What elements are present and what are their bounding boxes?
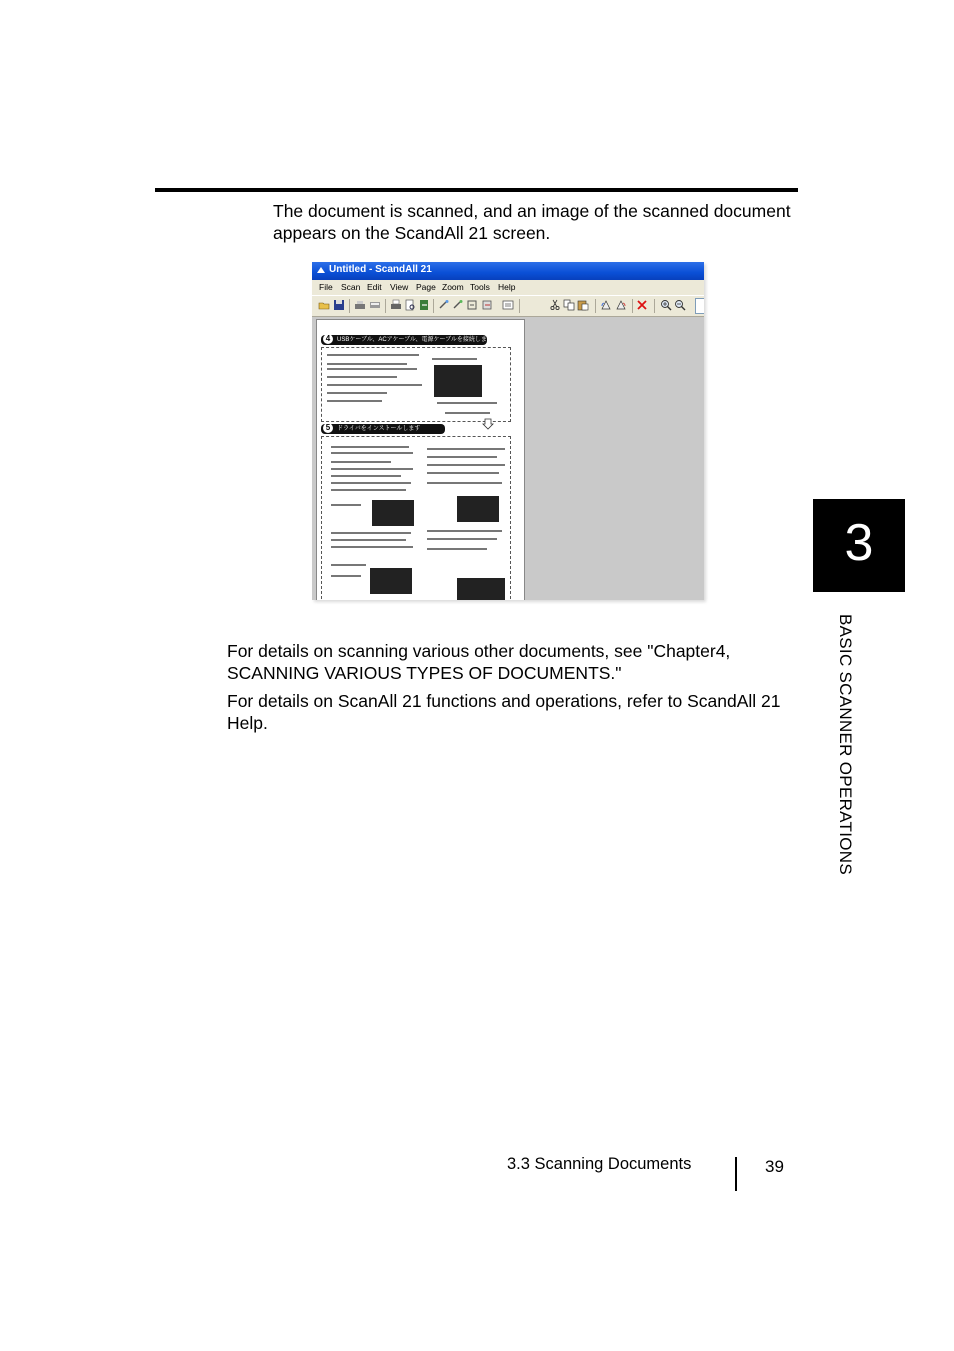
- chapter-number: 3: [844, 514, 874, 572]
- rotate-left-icon[interactable]: [600, 299, 612, 311]
- delete-icon[interactable]: [636, 299, 648, 311]
- text-line: [327, 400, 382, 402]
- menu-bar: [312, 280, 704, 295]
- toolbar: [312, 295, 704, 317]
- toolbar-separator: [349, 299, 350, 313]
- text-line: [427, 538, 497, 540]
- text-line: [331, 468, 413, 470]
- window-title: Untitled - ScandAll 21: [329, 264, 432, 275]
- toolbar-separator: [385, 299, 386, 313]
- footer-section-title: 3.3 Scanning Documents: [507, 1155, 692, 1173]
- text-line: [331, 546, 413, 548]
- copy-icon[interactable]: [563, 299, 575, 311]
- text-line: [327, 384, 422, 386]
- text-line: [427, 482, 502, 484]
- scanned-page-image: [316, 319, 525, 600]
- toolbar-separator: [595, 299, 596, 313]
- step-4-number: 4: [323, 334, 333, 344]
- text-line: [427, 448, 505, 450]
- step-5-photo-4: [457, 578, 505, 600]
- text-line: [331, 564, 366, 566]
- text-line: [327, 376, 397, 378]
- text-line: [331, 504, 361, 506]
- print-preview-icon[interactable]: [404, 299, 416, 311]
- text-line: [445, 412, 490, 414]
- menu-file[interactable]: File: [319, 282, 333, 292]
- scanner-settings-icon[interactable]: [369, 299, 381, 311]
- menu-zoom[interactable]: Zoom: [442, 282, 464, 292]
- text-line: [331, 575, 361, 577]
- footer-divider: [735, 1157, 737, 1191]
- text-line: [327, 392, 387, 394]
- text-line: [331, 482, 411, 484]
- step-5-photo-1: [372, 500, 414, 526]
- next-page-icon[interactable]: [466, 299, 478, 311]
- paste-icon[interactable]: [577, 299, 589, 311]
- text-line: [331, 446, 409, 448]
- text-line: [427, 472, 499, 474]
- text-line: [427, 464, 505, 466]
- menu-page[interactable]: Page: [416, 282, 436, 292]
- chapter-side-title: BASIC SCANNER OPERATIONS: [836, 614, 855, 875]
- text-line: [432, 358, 477, 360]
- cut-icon[interactable]: [549, 299, 561, 311]
- scandall-app-icon: [316, 265, 326, 275]
- menu-help[interactable]: Help: [498, 282, 516, 292]
- step-4-heading-band: [321, 334, 493, 345]
- step-5-number: 5: [323, 423, 333, 433]
- first-page-icon[interactable]: [438, 299, 450, 311]
- down-arrow-icon: [482, 418, 494, 430]
- previous-page-icon[interactable]: [452, 299, 464, 311]
- toolbar-separator: [519, 299, 520, 313]
- zoom-field[interactable]: [695, 298, 704, 314]
- paragraph-help-reference: For details on ScanAll 21 functions and operations, refer to ScandAll 21 Help.: [227, 691, 781, 733]
- toolbar-separator: [654, 299, 655, 313]
- text-line: [331, 461, 391, 463]
- intro-text: The document is scanned, and an image of the scanned document appears on the ScandAll 21 screen.: [273, 201, 791, 243]
- open-folder-icon[interactable]: [318, 299, 330, 311]
- print-icon[interactable]: [390, 299, 402, 311]
- page-thumbnail-icon[interactable]: [502, 299, 514, 311]
- text-line: [437, 402, 497, 404]
- zoom-in-icon[interactable]: [660, 299, 672, 311]
- text-line: [327, 368, 417, 370]
- text-line: [427, 456, 497, 458]
- menu-scan[interactable]: Scan: [341, 282, 361, 292]
- scan-icon[interactable]: [354, 299, 366, 311]
- menu-edit[interactable]: Edit: [367, 282, 382, 292]
- send-icon[interactable]: [418, 299, 430, 311]
- top-rule: [155, 188, 798, 192]
- text-line: [427, 548, 487, 550]
- menu-tools[interactable]: Tools: [470, 282, 490, 292]
- rotate-right-icon[interactable]: [615, 299, 627, 311]
- chapter-tab: [813, 499, 905, 592]
- text-line: [331, 452, 413, 454]
- toolbar-separator: [632, 299, 633, 313]
- step-5-photo-3: [457, 496, 499, 522]
- text-line: [331, 475, 401, 477]
- toolbar-separator: [433, 299, 434, 313]
- save-icon[interactable]: [333, 299, 345, 311]
- text-line: [327, 363, 407, 365]
- step-4-heading: USBケーブル、ACアケーブル、電源ケーブルを接続します: [337, 337, 493, 343]
- menu-view[interactable]: View: [390, 282, 409, 292]
- image-workspace: [312, 317, 704, 600]
- text-line: [331, 539, 406, 541]
- text-line: [331, 489, 406, 491]
- text-line: [327, 354, 419, 356]
- zoom-out-icon[interactable]: [674, 299, 686, 311]
- step-5-heading: ドライバをインストールします: [337, 426, 421, 432]
- paragraph-chapter4-reference: For details on scanning various other documents, see "Chapter4, SCANNING VARIOUS TYPES OF DOCUMENTS.": [227, 641, 731, 683]
- text-line: [427, 530, 502, 532]
- scandall-screenshot: [312, 262, 704, 600]
- page-number: 39: [765, 1157, 784, 1176]
- step-5-heading-band: [321, 424, 445, 434]
- step-5-photo-2: [370, 568, 412, 594]
- window-titlebar: [312, 262, 704, 280]
- last-page-icon[interactable]: [481, 299, 493, 311]
- step-4-photo: [434, 365, 482, 397]
- text-line: [331, 532, 411, 534]
